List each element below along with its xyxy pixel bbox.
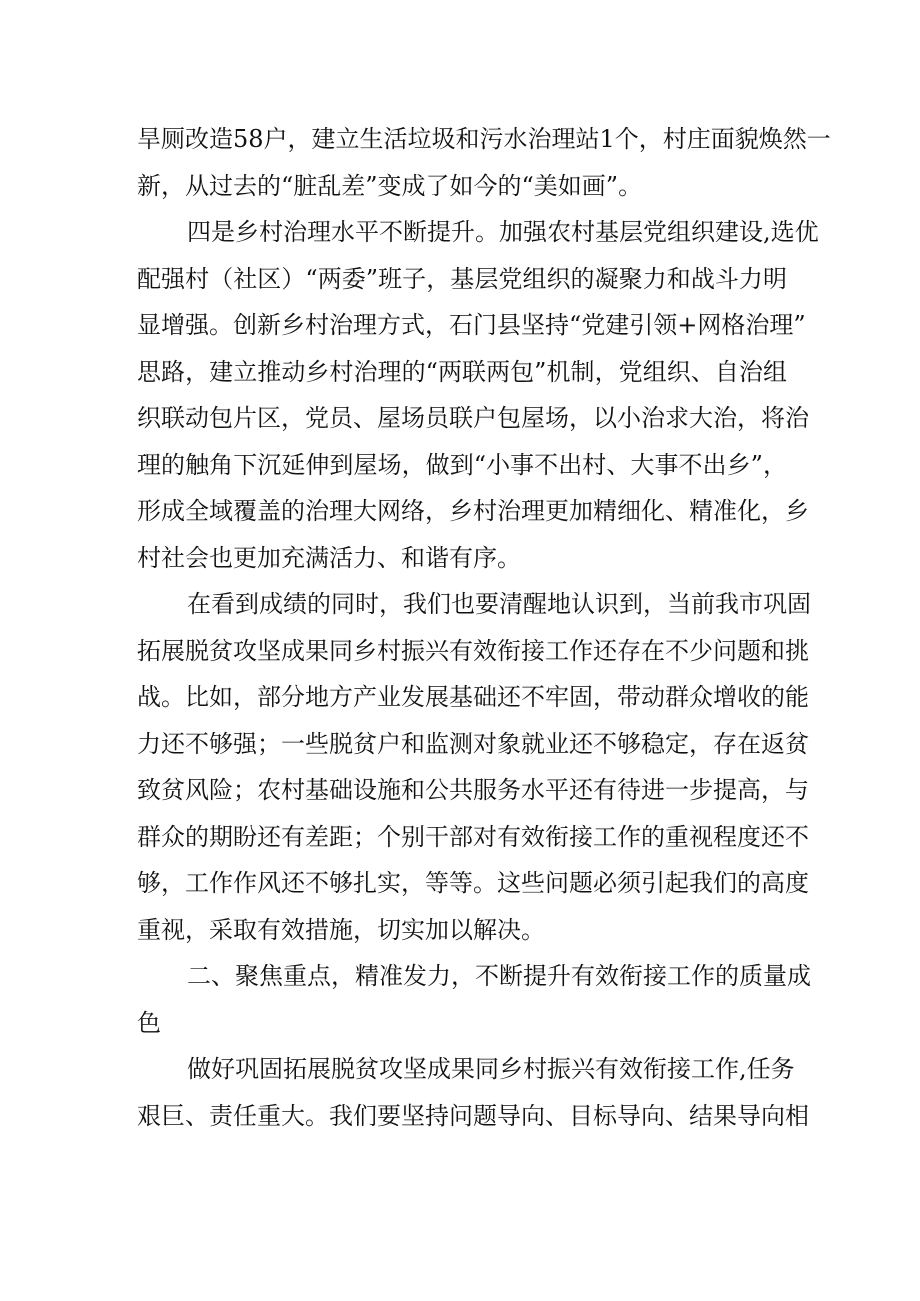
text-line: 新，从过去的“脏乱差”变成了如今的“美如画”。	[137, 171, 643, 200]
text-line: 显增强。创新乡村治理方式，石门县坚持“党建引领+网格治理”	[137, 311, 806, 339]
section-heading-two	[137, 953, 811, 1046]
text-line: 村社会也更加充满活力、和谐有序。	[137, 543, 521, 572]
heading-line: 二、聚焦重点，精准发力，不断提升有效衔接工作的质量成	[187, 962, 811, 990]
text-line: 拓展脱贫攻坚成果同乡村振兴有效衔接工作还存在不少问题和挑	[137, 636, 809, 665]
text-line: 艰巨、责任重大。我们要坚持问题导向、目标导向、结果导向相	[137, 1101, 809, 1130]
text-line: 理的触角下沉延伸到屋场，做到“小事不出村、大事不出乡”，	[137, 450, 787, 479]
text-line: 做好巩固拓展脱贫攻坚成果同乡村振兴有效衔接工作,任务	[187, 1055, 795, 1083]
document-body	[137, 116, 831, 1139]
text-line: 织联动包片区，党员、屋场员联户包屋场，以小治求大治，将治	[137, 404, 809, 432]
text-line: 重视，采取有效措施，切实加以解决。	[137, 915, 545, 944]
paragraph-rural-governance	[137, 209, 819, 581]
text-line: 力还不够强；一些脱贫户和监测对象就业还不够稳定，存在返贫	[137, 729, 809, 758]
text-line: 配强村（社区）“两委”班子，基层党组织的凝聚力和战斗力明	[137, 264, 787, 293]
text-line: 旱厕改造58户，建立生活垃圾和污水治理站1个，村庄面貌焕然一	[137, 125, 831, 153]
text-line: 致贫风险；农村基础设施和公共服务水平还有待进一步提高，与	[137, 776, 809, 804]
text-line: 四是乡村治理水平不断提升。加强农村基层党组织建设,选优	[187, 218, 819, 246]
text-line: 群众的期盼还有差距；个别干部对有效衔接工作的重视程度还不	[137, 822, 809, 851]
text-line: 思路，建立推动乡村治理的“两联两包”机制，党组织、自治组	[137, 357, 787, 386]
text-line: 够，工作作风还不够扎实，等等。这些问题必须引起我们的高度	[137, 869, 809, 897]
text-line: 战。比如，部分地方产业发展基础还不牢固，带动群众增收的能	[137, 683, 809, 711]
heading-line: 色	[137, 1008, 161, 1037]
paragraph-task	[137, 1046, 809, 1139]
paragraph-continuation	[137, 116, 831, 209]
text-line: 在看到成绩的同时，我们也要清醒地认识到，当前我市巩固	[187, 590, 811, 618]
paragraph-problems	[137, 581, 811, 953]
text-line: 形成全域覆盖的治理大网络，乡村治理更加精细化、精准化，乡	[137, 497, 809, 525]
